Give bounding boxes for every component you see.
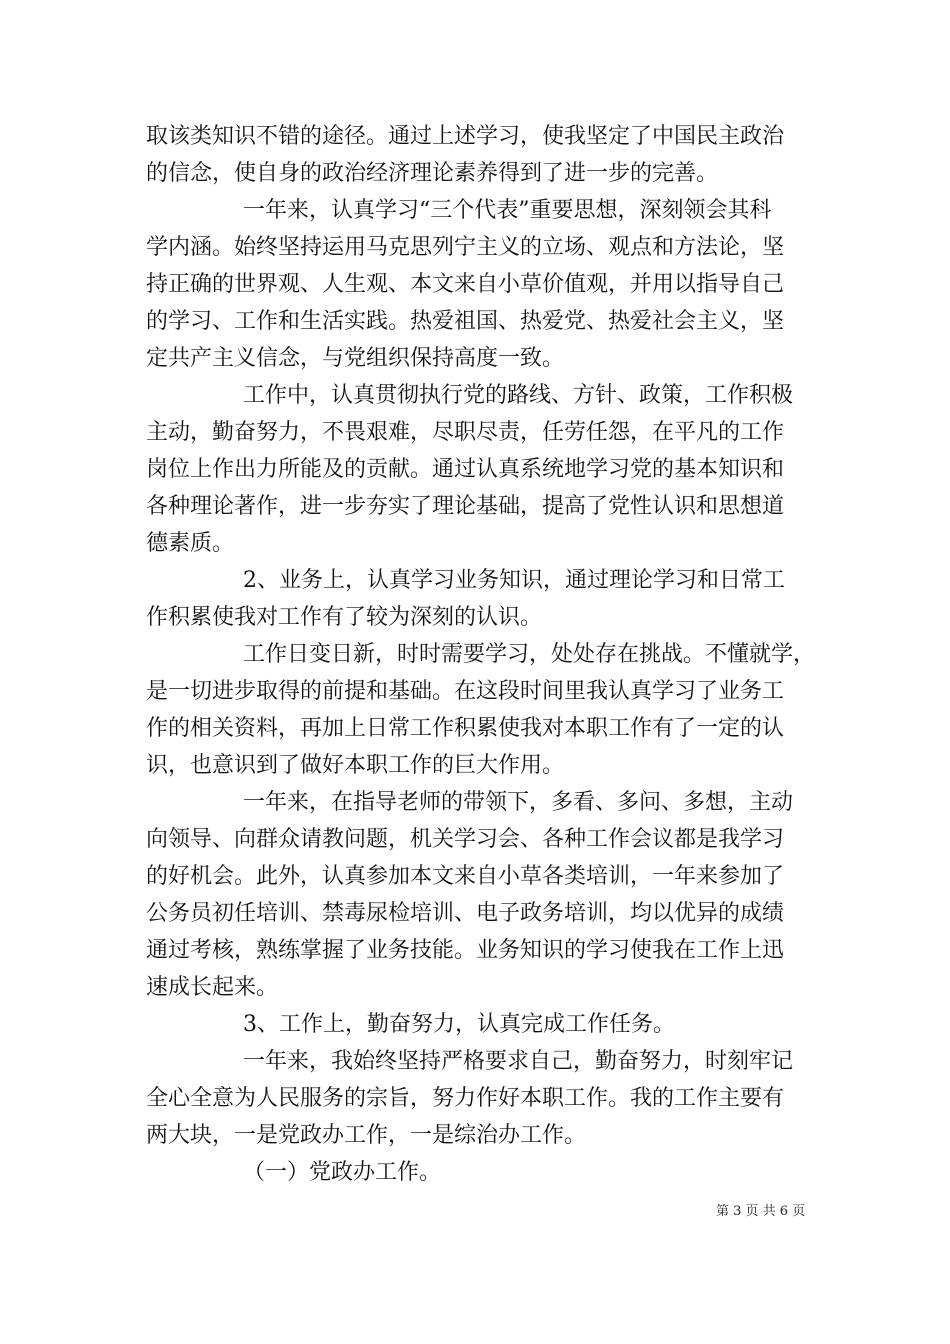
paragraph-line: 德素质。 [146, 531, 235, 556]
paragraph-line: 全心全意为人民服务的宗旨，努力作好本职工作。我的工作主要有 [146, 1086, 785, 1111]
paragraph-line: 是一切进步取得的前提和基础。在这段时间里我认真学习了业务工 [146, 679, 785, 704]
paragraph-first-line: 2、业务上，认真学习业务知识，通过理论学习和日常工 [243, 568, 785, 593]
paragraph-first-line: 一年来，我始终坚持严格要求自己，勤奋努力，时刻牢记 [243, 1049, 794, 1074]
document-body [146, 118, 816, 1191]
paragraph-first-line: 一年来，在指导老师的带领下，多看、多问、多想，主动 [243, 790, 794, 815]
paragraph-line: 作的相关资料，再加上日常工作积累使我对本职工作有了一定的认 [146, 716, 785, 741]
paragraph-line: 主动，勤奋努力，不畏艰难，尽职尽责，任劳任怨，在平凡的工作 [146, 420, 785, 445]
paragraph-line: 取该类知识不错的途径。通过上述学习，使我坚定了中国民主政治 [146, 124, 785, 149]
paragraph-line: 通过考核，熟练掌握了业务技能。业务知识的学习使我在工作上迅 [146, 938, 785, 963]
paragraph-first-line: 一年来，认真学习“三个代表”重要思想，深刻领会其科 [243, 198, 772, 223]
paragraph-line: 两大块，一是党政办工作，一是综治办工作。 [146, 1123, 587, 1148]
paragraph-line: 定共产主义信念，与党组织保持高度一致。 [146, 346, 565, 371]
paragraph-line: 向领导、向群众请教问题，机关学习会、各种工作会议都是我学习 [146, 827, 785, 852]
paragraph-first-line: （一）党政办工作。 [243, 1160, 442, 1185]
paragraph-line: 公务员初任培训、禁毒尿检培训、电子政务培训，均以优异的成绩 [146, 901, 785, 926]
paragraph-line: 的好机会。此外，认真参加本文来自小草各类培训，一年来参加了 [146, 864, 785, 889]
paragraph-line: 各种理论著作，进一步夯实了理论基础，提高了党性认识和思想道 [146, 494, 785, 519]
paragraph-line: 学内涵。始终坚持运用马克思列宁主义的立场、观点和方法论，坚 [146, 235, 785, 260]
paragraph-first-line: 工作中，认真贯彻执行党的路线、方针、政策，工作积极 [243, 383, 794, 408]
paragraph-first-line: 工作日变日新，时时需要学习，处处存在挑战。不懂就学， [243, 642, 816, 667]
paragraph-line: 速成长起来。 [146, 975, 279, 1000]
paragraph-line: 持正确的世界观、人生观、本文来自小草价值观，并用以指导自己 [146, 272, 785, 297]
paragraph-line: 作积累使我对工作有了较为深刻的认识。 [146, 605, 543, 630]
paragraph-line: 的学习、工作和生活实践。热爱祖国、热爱党、热爱社会主义，坚 [146, 309, 785, 334]
paragraph-first-line: 3、工作上，勤奋努力，认真完成工作任务。 [243, 1012, 675, 1037]
paragraph-line: 岗位上作出力所能及的贡献。通过认真系统地学习党的基本知识和 [146, 457, 785, 482]
paragraph-line: 识，也意识到了做好本职工作的巨大作用。 [146, 753, 565, 778]
paragraph-line: 的信念，使自身的政治经济理论素养得到了进一步的完善。 [146, 161, 719, 186]
page-number-footer: 第 3 页 共 6 页 [716, 1204, 806, 1219]
